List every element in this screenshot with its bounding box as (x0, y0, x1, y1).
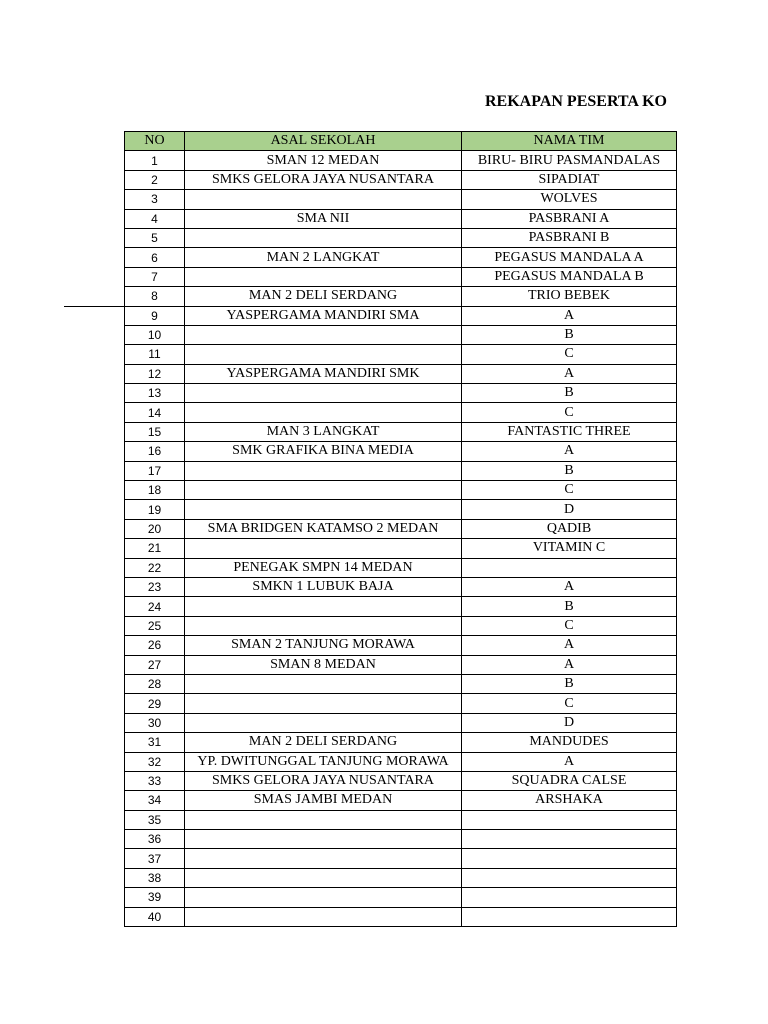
row-number: 29 (125, 694, 185, 713)
school-cell: MAN 2 DELI SERDANG (185, 733, 462, 752)
table-row (125, 422, 677, 441)
table-row (125, 636, 677, 655)
table-row (125, 481, 677, 500)
table-row (125, 713, 677, 732)
table-row (125, 752, 677, 771)
school-cell (185, 694, 462, 713)
school-cell: SMKS GELORA JAYA NUSANTARA (185, 170, 462, 189)
row-number: 30 (125, 713, 185, 732)
table-row (125, 345, 677, 364)
table-row (125, 694, 677, 713)
row-number: 8 (125, 287, 185, 306)
table-row (125, 771, 677, 790)
team-name-cell: PEGASUS MANDALA B (462, 267, 677, 286)
school-cell (185, 267, 462, 286)
row-number: 17 (125, 461, 185, 480)
row-number: 11 (125, 345, 185, 364)
row-number: 4 (125, 209, 185, 228)
school-cell (185, 597, 462, 616)
school-cell (185, 810, 462, 829)
row-number: 31 (125, 733, 185, 752)
team-name-cell: MANDUDES (462, 733, 677, 752)
school-cell (185, 907, 462, 926)
team-name-cell (462, 830, 677, 849)
school-cell (185, 674, 462, 693)
school-cell (185, 345, 462, 364)
school-cell (185, 325, 462, 344)
table-row (125, 306, 677, 325)
row-number: 20 (125, 519, 185, 538)
team-name-cell (462, 810, 677, 829)
table-row (125, 384, 677, 403)
row-number: 23 (125, 577, 185, 596)
team-name-cell: FANTASTIC THREE (462, 422, 677, 441)
team-name-cell: A (462, 655, 677, 674)
column-header-team: NAMA TIM (462, 132, 677, 151)
team-name-cell: D (462, 500, 677, 519)
team-name-cell: A (462, 636, 677, 655)
team-name-cell: B (462, 674, 677, 693)
table-row (125, 830, 677, 849)
school-cell (185, 190, 462, 209)
table-row (125, 500, 677, 519)
team-name-cell (462, 888, 677, 907)
row-number: 16 (125, 442, 185, 461)
school-cell: MAN 3 LANGKAT (185, 422, 462, 441)
table-row (125, 558, 677, 577)
table-row (125, 228, 677, 247)
school-cell (185, 403, 462, 422)
team-name-cell: TRIO BEBEK (462, 287, 677, 306)
column-header-no: NO (125, 132, 185, 151)
school-cell (185, 500, 462, 519)
table-row (125, 810, 677, 829)
team-name-cell: PEGASUS MANDALA A (462, 248, 677, 267)
table-row (125, 616, 677, 635)
team-name-cell: C (462, 694, 677, 713)
table-row (125, 325, 677, 344)
table-row (125, 674, 677, 693)
table-row (125, 151, 677, 170)
team-name-cell (462, 868, 677, 887)
team-name-cell: B (462, 597, 677, 616)
table-row (125, 461, 677, 480)
table-row (125, 403, 677, 422)
row-number: 3 (125, 190, 185, 209)
school-cell: SMKS GELORA JAYA NUSANTARA (185, 771, 462, 790)
school-cell (185, 481, 462, 500)
row-number: 37 (125, 849, 185, 868)
divider-line (64, 306, 124, 307)
school-cell (185, 461, 462, 480)
team-name-cell: BIRU- BIRU PASMANDALAS (462, 151, 677, 170)
table-row (125, 888, 677, 907)
team-name-cell: PASBRANI B (462, 228, 677, 247)
school-cell (185, 713, 462, 732)
table-row (125, 190, 677, 209)
row-number: 34 (125, 791, 185, 810)
school-cell: SMKN 1 LUBUK BAJA (185, 577, 462, 596)
table-row (125, 791, 677, 810)
school-cell: YP. DWITUNGGAL TANJUNG MORAWA (185, 752, 462, 771)
row-number: 5 (125, 228, 185, 247)
school-cell: SMAN 2 TANJUNG MORAWA (185, 636, 462, 655)
row-number: 12 (125, 364, 185, 383)
team-name-cell: B (462, 325, 677, 344)
team-name-cell: B (462, 461, 677, 480)
table-row (125, 209, 677, 228)
team-name-cell: PASBRANI A (462, 209, 677, 228)
row-number: 6 (125, 248, 185, 267)
table-row (125, 442, 677, 461)
row-number: 19 (125, 500, 185, 519)
team-name-cell: A (462, 306, 677, 325)
school-cell (185, 830, 462, 849)
table-header-row (125, 132, 677, 151)
team-name-cell (462, 849, 677, 868)
row-number: 13 (125, 384, 185, 403)
school-cell: SMAN 8 MEDAN (185, 655, 462, 674)
team-name-cell (462, 907, 677, 926)
team-name-cell: A (462, 752, 677, 771)
row-number: 36 (125, 830, 185, 849)
table-row (125, 539, 677, 558)
row-number: 33 (125, 771, 185, 790)
school-cell: SMAS JAMBI MEDAN (185, 791, 462, 810)
school-cell: SMAN 12 MEDAN (185, 151, 462, 170)
row-number: 40 (125, 907, 185, 926)
team-name-cell: B (462, 384, 677, 403)
row-number: 9 (125, 306, 185, 325)
school-cell (185, 228, 462, 247)
table-row (125, 907, 677, 926)
school-cell: SMA BRIDGEN KATAMSO 2 MEDAN (185, 519, 462, 538)
row-number: 22 (125, 558, 185, 577)
school-cell (185, 849, 462, 868)
table-row (125, 287, 677, 306)
table-row (125, 267, 677, 286)
row-number: 18 (125, 481, 185, 500)
table-row (125, 597, 677, 616)
table-row (125, 655, 677, 674)
row-number: 32 (125, 752, 185, 771)
team-name-cell: A (462, 364, 677, 383)
column-header-school: ASAL SEKOLAH (185, 132, 462, 151)
table-row (125, 733, 677, 752)
row-number: 7 (125, 267, 185, 286)
team-name-cell: SIPADIAT (462, 170, 677, 189)
school-cell: PENEGAK SMPN 14 MEDAN (185, 558, 462, 577)
school-cell: SMA NII (185, 209, 462, 228)
row-number: 38 (125, 868, 185, 887)
team-name-cell: SQUADRA CALSE (462, 771, 677, 790)
team-name-cell: C (462, 403, 677, 422)
school-cell: MAN 2 DELI SERDANG (185, 287, 462, 306)
row-number: 27 (125, 655, 185, 674)
table-row (125, 519, 677, 538)
school-cell (185, 539, 462, 558)
table-row (125, 170, 677, 189)
team-name-cell: QADIB (462, 519, 677, 538)
school-cell: YASPERGAMA MANDIRI SMK (185, 364, 462, 383)
team-name-cell (462, 558, 677, 577)
table-row (125, 248, 677, 267)
team-name-cell: A (462, 577, 677, 596)
row-number: 21 (125, 539, 185, 558)
team-name-cell: VITAMIN C (462, 539, 677, 558)
school-cell (185, 868, 462, 887)
team-name-cell: D (462, 713, 677, 732)
page-title: REKAPAN PESERTA KO (485, 93, 667, 110)
table-row (125, 868, 677, 887)
team-name-cell: ARSHAKA (462, 791, 677, 810)
table-row (125, 849, 677, 868)
row-number: 25 (125, 616, 185, 635)
school-cell: SMK GRAFIKA BINA MEDIA (185, 442, 462, 461)
row-number: 28 (125, 674, 185, 693)
team-name-cell: A (462, 442, 677, 461)
table-row (125, 577, 677, 596)
row-number: 35 (125, 810, 185, 829)
row-number: 39 (125, 888, 185, 907)
team-name-cell: C (462, 616, 677, 635)
school-cell (185, 616, 462, 635)
table-row (125, 364, 677, 383)
school-cell (185, 384, 462, 403)
team-name-cell: WOLVES (462, 190, 677, 209)
school-cell: MAN 2 LANGKAT (185, 248, 462, 267)
school-cell: YASPERGAMA MANDIRI SMA (185, 306, 462, 325)
row-number: 24 (125, 597, 185, 616)
school-cell (185, 888, 462, 907)
team-name-cell: C (462, 481, 677, 500)
row-number: 1 (125, 151, 185, 170)
participant-table (124, 131, 677, 927)
row-number: 14 (125, 403, 185, 422)
row-number: 26 (125, 636, 185, 655)
row-number: 10 (125, 325, 185, 344)
row-number: 2 (125, 170, 185, 189)
team-name-cell: C (462, 345, 677, 364)
row-number: 15 (125, 422, 185, 441)
